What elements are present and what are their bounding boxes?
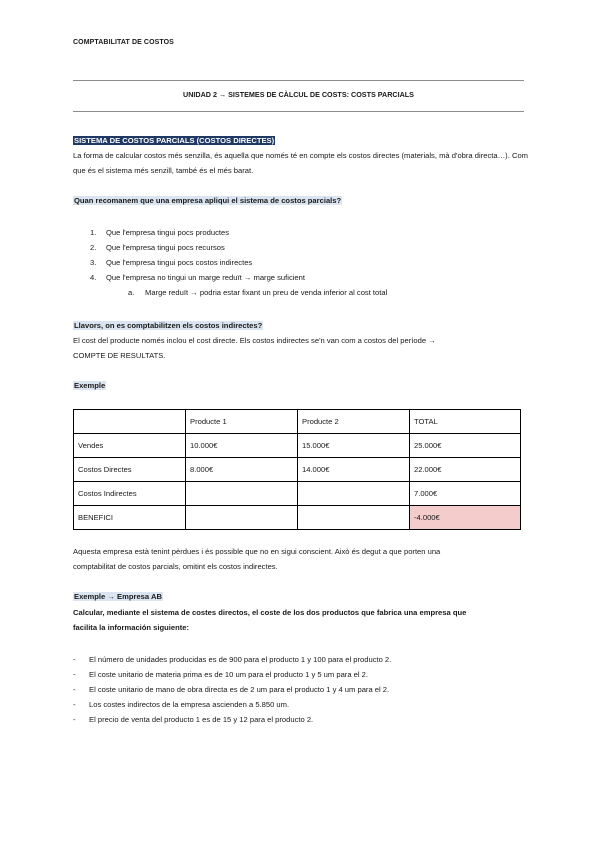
bullet: - — [73, 700, 76, 709]
data-list — [73, 652, 528, 727]
list-item — [73, 667, 528, 682]
bullet: - — [73, 685, 76, 694]
question-text: Quan recomanem que una empresa apliqui el sistema de costos parcials? — [74, 196, 342, 205]
list-item — [73, 240, 528, 255]
table-cell: Costos Directes — [74, 458, 186, 482]
list-item — [73, 712, 528, 727]
table-row — [74, 506, 521, 530]
list-number: 3. — [90, 258, 97, 267]
table-header-row — [74, 410, 521, 434]
example-label-text: Exemple — [74, 381, 106, 390]
question-text: Llavors, on es comptabilitzen els costos indirectes? — [74, 321, 263, 330]
question-when-apply — [73, 193, 528, 208]
list-item — [73, 697, 528, 712]
page-header: COMPTABILITAT DE COSTOS — [73, 39, 174, 46]
table-cell: 8.000€ — [186, 458, 298, 482]
recommendation-list — [73, 225, 528, 300]
section-heading-partial-costs — [73, 133, 528, 148]
example-ab-label — [73, 589, 528, 604]
question-indirect-costs — [73, 318, 528, 333]
costs-table — [73, 409, 521, 530]
table-cell: 22.000€ — [410, 458, 521, 482]
list-item — [73, 682, 528, 697]
table-cell: 7.000€ — [410, 482, 521, 506]
list-subnumber: a. — [128, 288, 135, 297]
table-row — [74, 434, 521, 458]
list-item-text: El número de unidades producidas es de 900 para el producto 1 y 100 para el producto 2. — [89, 655, 392, 664]
section-paragraph: La forma de calcular costos més senzilla, és aquella que només té en compte els costos directes (materials, mà d'obra directa…). Com que és el sistema més senzill, també és el més barat. — [73, 151, 528, 175]
list-item-text: El coste unitario de mano de obra directa es de 2 um para el producto 1 y 4 um para el 2. — [89, 685, 390, 694]
list-subitem — [73, 285, 528, 300]
table-row — [74, 482, 521, 506]
example-label — [73, 378, 528, 393]
table-cell — [186, 506, 298, 530]
table-row — [74, 458, 521, 482]
list-number: 2. — [90, 243, 97, 252]
bullet: - — [73, 670, 76, 679]
table-cell — [298, 506, 410, 530]
list-number: 1. — [90, 228, 97, 237]
list-item — [73, 652, 528, 667]
bottom-rule — [73, 111, 524, 112]
list-item-text: Que l'empresa tingui pocs productes — [106, 228, 230, 237]
table-cell: 25.000€ — [410, 434, 521, 458]
unit-title: UNIDAD 2 → SISTEMES DE CÀLCUL DE COSTS: COSTS PARCIALS — [183, 90, 414, 99]
list-item — [73, 270, 528, 285]
section-paragraph-line1: El cost del producte només inclou el cost directe. Els costos indirectes se'n van com a costos del període → — [73, 336, 436, 345]
list-number: 4. — [90, 273, 97, 282]
section-paragraph-line2: COMPTE DE RESULTATS. — [73, 351, 166, 360]
bullet: - — [73, 715, 76, 724]
table-cell: Producte 2 — [298, 410, 410, 434]
negative-benefit-cell: -4.000€ — [410, 506, 521, 530]
table-cell — [298, 482, 410, 506]
example-note-line2: comptabilitat de costos parcials, omitint els costos indirectes. — [73, 562, 278, 571]
list-item-text: El precio de venta del producto 1 es de 15 y 12 para el producto 2. — [89, 715, 314, 724]
list-item-text: Que l'empresa tingui pocs recursos — [106, 243, 225, 252]
section-heading-text: SISTEMA DE COSTOS PARCIALS (COSTOS DIRECTES) — [74, 136, 275, 145]
table-cell: Costos Indirectes — [74, 482, 186, 506]
table-cell: BENEFICI — [74, 506, 186, 530]
example-note-line1: Aquesta empresa està tenint pèrdues i és possible que no en sigui conscient. Això és degut a que porten una — [73, 547, 441, 556]
table-cell: 15.000€ — [298, 434, 410, 458]
list-item — [73, 225, 528, 240]
example-label-text: Exemple → Empresa AB — [74, 592, 162, 601]
list-subitem-text: Marge reduït → podria estar fixant un preu de venda inferior al cost total — [145, 288, 388, 297]
table-cell: 14.000€ — [298, 458, 410, 482]
list-item-text: El coste unitario de materia prima es de 10 um para el producto 1 y 5 um para el 2. — [89, 670, 369, 679]
example-intro-line1: Calcular, mediante el sistema de costes directos, el coste de los dos productos que fabrica una empresa que — [73, 608, 467, 617]
bullet: - — [73, 655, 76, 664]
table-cell: Producte 1 — [186, 410, 298, 434]
table-cell — [74, 410, 186, 434]
list-item-text: Los costes indirectos de la empresa ascienden a 5.850 um. — [89, 700, 290, 709]
list-item-text: Que l'empresa no tingui un marge reduït → marge suficient — [106, 273, 305, 282]
list-item-text: Que l'empresa tingui pocs costos indirectes — [106, 258, 253, 267]
example-intro-line2: facilita la información siguiente: — [73, 623, 190, 632]
table-cell: Vendes — [74, 434, 186, 458]
table-cell — [186, 482, 298, 506]
list-item — [73, 255, 528, 270]
table-cell: 10.000€ — [186, 434, 298, 458]
top-rule — [73, 80, 524, 81]
table-cell: TOTAL — [410, 410, 521, 434]
